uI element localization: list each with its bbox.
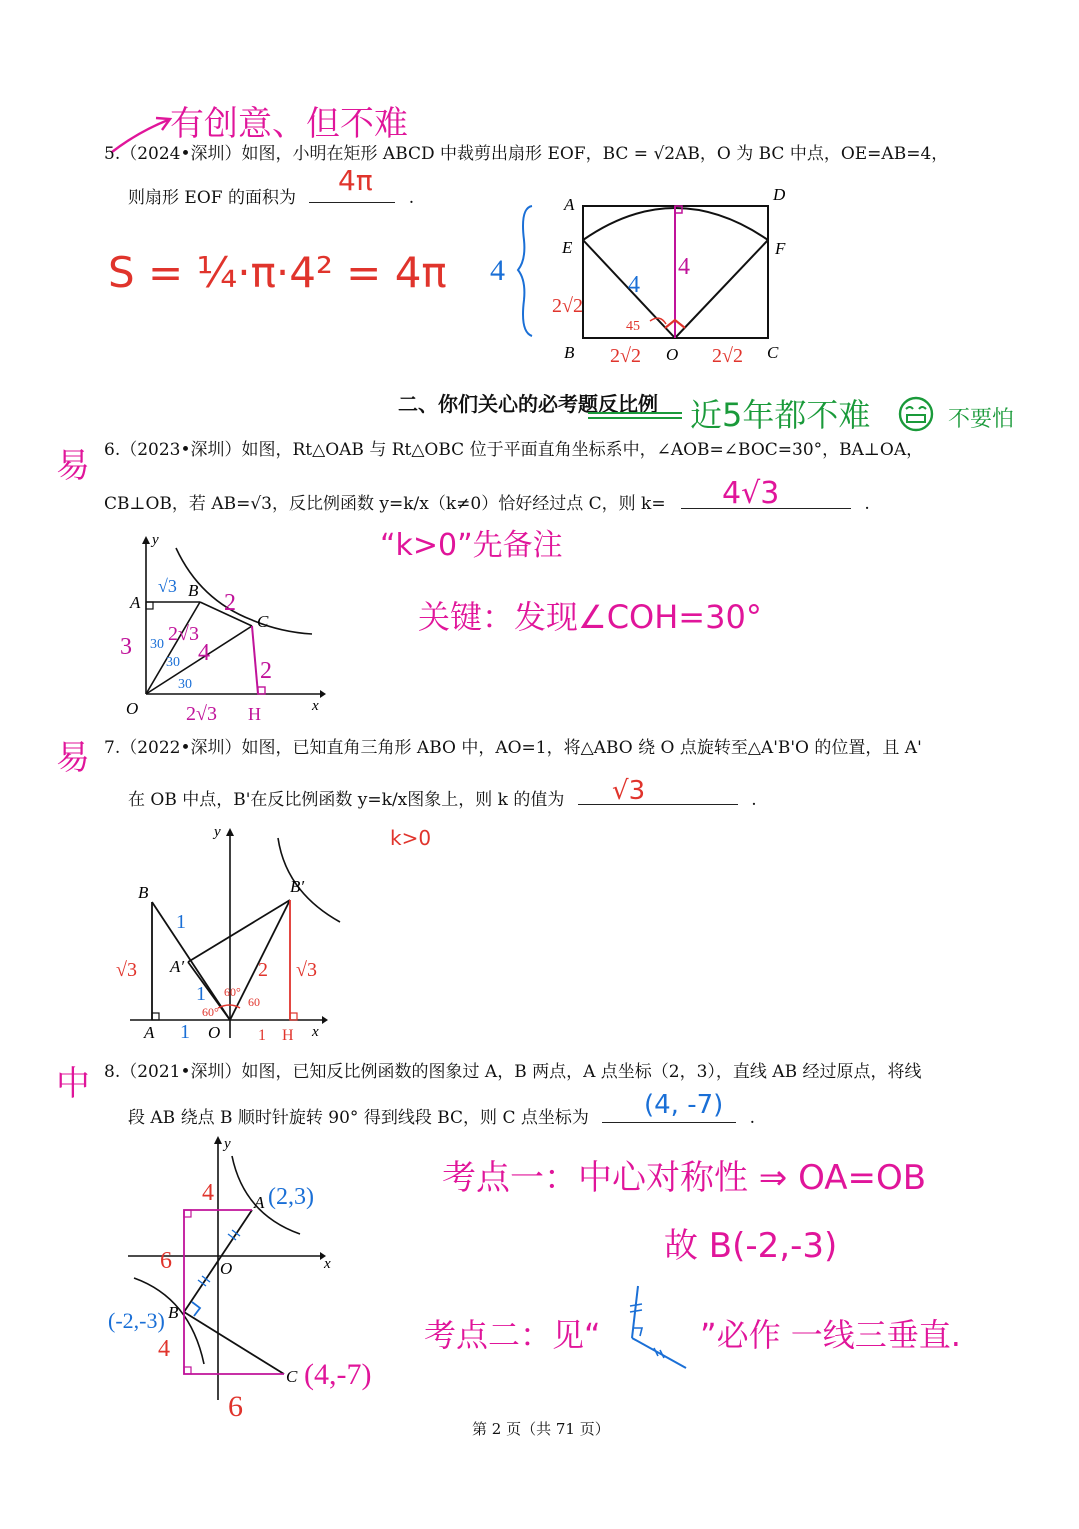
q6-handwritten-note2: 关键：发现∠COH=30° (418, 598, 762, 636)
label-A: A (254, 1193, 265, 1212)
label-x: x (312, 698, 319, 714)
label-ab: √3 (158, 576, 177, 596)
label-b-coord: (-2,-3) (108, 1308, 165, 1333)
q6-line1: 6.（2023•深圳）如图，Rt△OAB 与 Rt△OBC 位于平面直角坐标系中，∠AOB=∠BOC=30°，BA⊥OA， (104, 440, 924, 460)
label-seg-left: 2√2 (610, 345, 641, 367)
q8-handwritten-note2: 故 B(-2,-3) (664, 1226, 838, 1266)
label-y: y (152, 534, 159, 548)
q5-handwritten-formula: S = ¼·π·4² = 4π (108, 248, 447, 297)
label-O: O (208, 1023, 221, 1042)
q6-handwritten-note1: “k>0”先备注 (380, 528, 563, 563)
label-A-prime: A′ (170, 957, 185, 976)
label-oc: 4 (198, 640, 210, 666)
label-B: B (168, 1303, 179, 1322)
label-radius-slant: 4 (628, 272, 640, 298)
label-oa: 1 (180, 1021, 190, 1043)
q8-figure (104, 1134, 404, 1424)
label-ab: √3 (116, 959, 137, 981)
label-F: F (775, 239, 786, 258)
q8-line2: 段 AB 绕点 B 顺时针旋转 90° 得到线段 BC，则 C 点坐标为 . (128, 1104, 755, 1130)
label-c-coord: (4,-7) (304, 1358, 372, 1391)
label-H: H (248, 704, 261, 724)
label-a-coord: (2,3) (268, 1184, 314, 1210)
label-oa: 3 (120, 634, 132, 660)
label-left-6: 6 (160, 1248, 172, 1274)
label-x: x (312, 1024, 319, 1040)
label-A: A (564, 195, 575, 214)
q8-handwritten-answer: (4, -7) (644, 1090, 724, 1120)
section-title: 二、你们关心的必考题反比例 (398, 392, 658, 416)
q5-line2: 则扇形 EOF 的面积为 . (128, 184, 414, 210)
label-ch: 2 (260, 658, 272, 684)
q7-difficulty: 易 (56, 738, 90, 778)
label-oap: 1 (196, 983, 206, 1005)
label-ba: 1 (176, 911, 186, 933)
label-side-4: 4 (490, 254, 505, 287)
label-angle-3: 30 (178, 677, 192, 692)
label-O: O (666, 345, 679, 364)
q8-line1: 8.（2021•深圳）如图，已知反比例函数的图象过 A，B 两点，A 点坐标（2，3），直线 AB 经过原点，将线 (104, 1062, 922, 1082)
q5-figure (480, 180, 800, 370)
label-bph: √3 (296, 959, 317, 981)
label-B: B (138, 883, 149, 902)
label-O: O (126, 699, 139, 718)
label-B: B (564, 343, 575, 362)
label-bc: 2 (224, 590, 236, 616)
q8-handwritten-note3: 考点二：见“ (424, 1316, 601, 1354)
q8-handwritten-note1: 考点一：中心对称性 ⇒ OA=OB (442, 1158, 927, 1198)
label-y: y (214, 826, 221, 840)
section-handwritten-note-small: 不要怕 (948, 407, 1015, 432)
label-angle-3: 60° (202, 1005, 219, 1019)
underline-1 (588, 412, 682, 414)
label-oh: 1 (258, 1027, 266, 1044)
label-y: y (224, 1136, 231, 1152)
label-radius-vertical: 4 (678, 254, 690, 280)
q6-handwritten-answer: 4√3 (722, 476, 780, 511)
underline-2 (588, 417, 682, 419)
q6-line2: CB⊥OB，若 AB=√3，反比例函数 y=k/x（k≠0）恰好经过点 C，则 k= . (104, 490, 870, 516)
q8-handwritten-note4: ”必作 一线三垂直. (700, 1316, 961, 1354)
q7-answer-blank (578, 786, 738, 805)
q6-figure (110, 534, 340, 724)
label-obp: 2 (258, 959, 268, 981)
q6-difficulty: 易 (56, 446, 90, 486)
label-A: A (130, 593, 141, 612)
page-footer: 第 2 页（共 71 页） (472, 1420, 610, 1438)
label-C: C (257, 612, 269, 631)
label-B: B (188, 581, 199, 600)
label-H: H (282, 1027, 294, 1044)
label-seg-side: 2√2 (552, 295, 583, 317)
q5-line1: 5.（2024•深圳）如图，小明在矩形 ABCD 中裁剪出扇形 EOF，BC = √2AB，O 为 BC 中点，OE=AB=4， (104, 144, 949, 164)
q7-handwritten-note: k>0 (390, 826, 432, 850)
label-D: D (773, 185, 786, 204)
label-B-prime: B′ (290, 877, 305, 896)
smiley-icon (896, 394, 936, 434)
q7-handwritten-answer: √3 (612, 776, 646, 806)
q8-difficulty: 中 (56, 1064, 90, 1104)
label-angle-1: 30 (150, 637, 164, 652)
q7-figure (110, 826, 350, 1046)
label-angle-2: 60 (248, 995, 260, 1009)
label-bottom-6: 6 (228, 1390, 243, 1423)
label-angle-1: 60° (224, 985, 241, 999)
label-E: E (562, 238, 573, 257)
label-A: A (144, 1023, 155, 1042)
label-left-4: 4 (158, 1336, 170, 1362)
label-x: x (324, 1256, 331, 1272)
label-oh: 2√3 (186, 703, 217, 724)
label-top-4: 4 (202, 1180, 214, 1206)
label-O: O (220, 1259, 233, 1278)
top-annotation: 有创意、但不难 (170, 104, 408, 144)
q5-handwritten-answer: 4π (338, 164, 373, 197)
q7-line2: 在 OB 中点，B'在反比例函数 y=k/x图象上，则 k 的值为 . (128, 786, 757, 812)
perpendicular-sketch-icon (614, 1282, 694, 1372)
section-handwritten-note: 近5年都不难 (690, 396, 871, 434)
label-ob: 2√3 (168, 623, 199, 645)
label-angle-2: 30 (166, 655, 180, 670)
label-C: C (767, 343, 779, 362)
q7-line1: 7.（2022•深圳）如图，已知直角三角形 ABO 中，AO=1，将△ABO 绕 O 点旋转至△A'B'O 的位置，且 A' (104, 738, 922, 758)
label-seg-right: 2√2 (712, 345, 743, 367)
label-C: C (286, 1367, 298, 1386)
label-angle-45: 45 (626, 319, 640, 334)
